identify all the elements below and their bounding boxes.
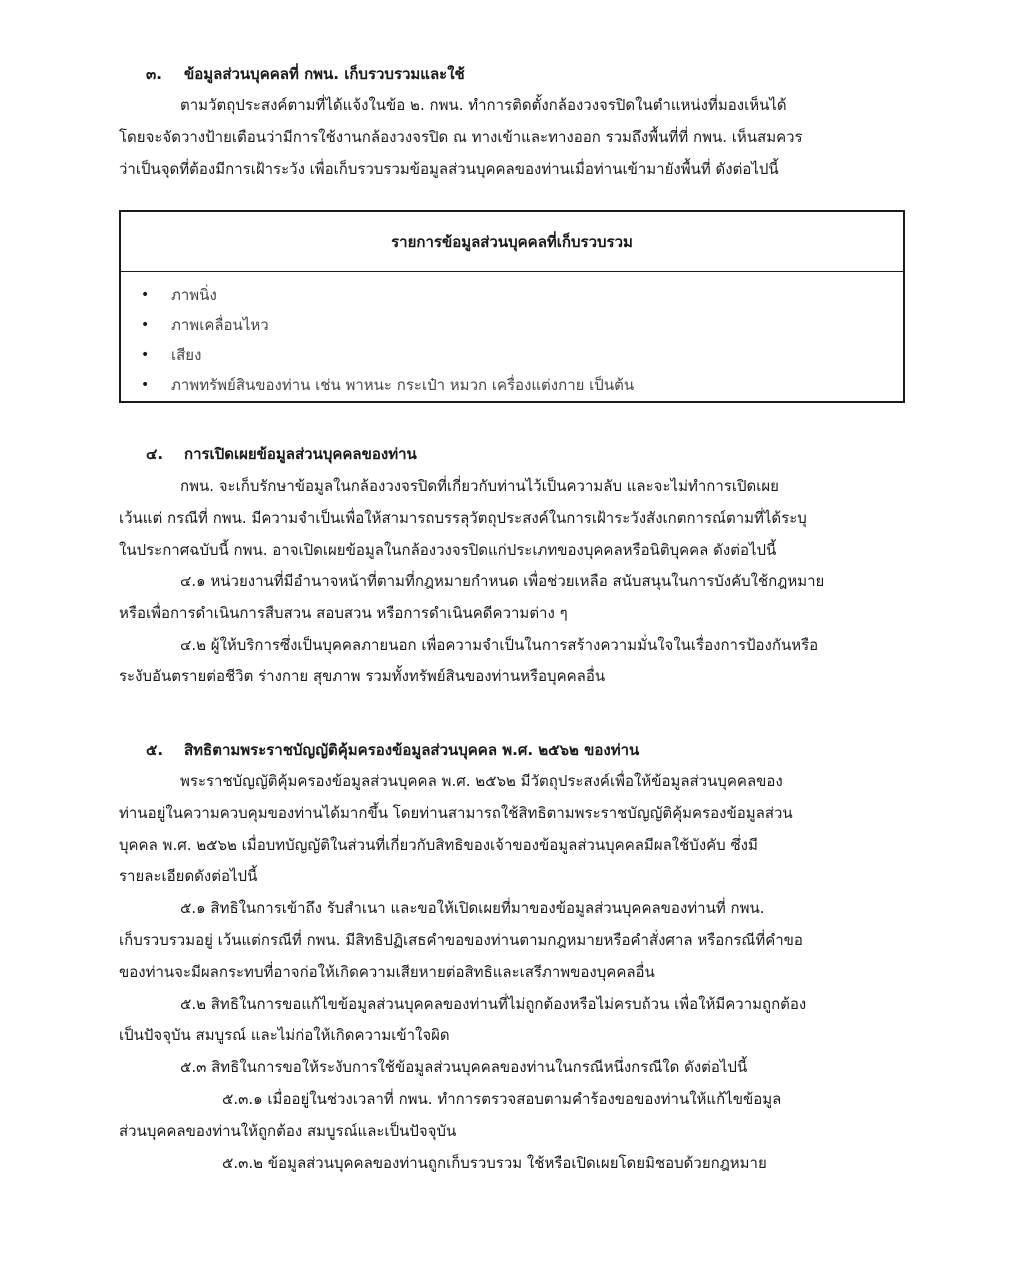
collected-data-table: [119, 210, 905, 403]
collected-data-table-header: รายการข้อมูลส่วนบุคคลที่เก็บรวบรวม: [121, 212, 903, 272]
section-5-item-2-line: เป็นปัจจุบัน สมบูรณ์ และไม่ก่อให้เกิดความเข้าใจผิด: [119, 1026, 450, 1044]
bullet-icon: •: [141, 317, 150, 333]
section-5-number: ๕.: [146, 741, 164, 759]
list-item: [121, 340, 903, 370]
section-5-item-3-line: ๕.๓ สิทธิในการขอให้ระงับการใช้ข้อมูลส่วนบุคคลของท่านในกรณีหนึ่งกรณีใด ดังต่อไปนี้: [180, 1058, 748, 1076]
section-4-paragraph-line: กพน. จะเก็บรักษาข้อมูลในกล้องวงจรปิดที่เกี่ยวกับท่านไว้เป็นความลับ และจะไม่ทำการเปิดเผย: [180, 477, 779, 495]
list-item-label: ภาพทรัพย์สินของท่าน เช่น พาหนะ กระเป๋า หมวก เครื่องแต่งกาย เป็นต้น: [171, 376, 635, 394]
list-item: [121, 310, 903, 340]
collected-data-list: [121, 272, 903, 400]
list-item-label: ภาพนิ่ง: [171, 286, 217, 304]
section-5-heading: [146, 740, 639, 760]
section-5-item-2-line: ๕.๒ สิทธิในการขอแก้ไขข้อมูลส่วนบุคคลของท่านที่ไม่ถูกต้องหรือไม่ครบถ้วน เพื่อให้มีความถูกต้อง: [180, 995, 807, 1013]
section-5-item-1-line: ๕.๑ สิทธิในการเข้าถึง รับสำเนา และขอให้เปิดเผยที่มาของข้อมูลส่วนบุคคลของท่านที่ กพน.: [180, 899, 765, 917]
section-5-paragraph-line: ท่านอยู่ในความควบคุมของท่านได้มากขึ้น โดยท่านสามารถใช้สิทธิตามพระราชบัญญัติคุ้มครองข้อมูลส่วน: [119, 804, 793, 822]
section-4-heading: [146, 444, 417, 464]
section-3-title: ข้อมูลส่วนบุคคลที่ กพน. เก็บรวบรวมและใช้: [184, 65, 465, 83]
list-item: [121, 370, 903, 400]
section-3-paragraph-line: ตามวัตถุประสงค์ตามที่ได้แจ้งในข้อ ๒. กพน. ทำการติดตั้งกล้องวงจรปิดในตำแหน่งที่มองเห็นได้: [180, 96, 787, 114]
section-4-paragraph-line: เว้นแต่ กรณีที่ กพน. มีความจำเป็นเพื่อให้สามารถบรรลุวัตถุประสงค์ในการเฝ้าระวังสังเกตการณ์ตามที่ได้ระบุ: [119, 509, 807, 527]
list-item: [121, 280, 903, 310]
section-5-item-1-line: เก็บรวบรวมอยู่ เว้นแต่กรณีที่ กพน. มีสิทธิปฏิเสธคำขอของท่านตามกฎหมายหรือคำสั่งศาล หรือกรณีที่คำขอ: [119, 931, 803, 949]
section-4-title: การเปิดเผยข้อมูลส่วนบุคคลของท่าน: [184, 445, 417, 463]
section-3-paragraph-line: โดยจะจัดวางป้ายเตือนว่ามีการใช้งานกล้องวงจรปิด ณ ทางเข้าและทางออก รวมถึงพื้นที่ที่ กพน. เห็นสมควร: [119, 128, 803, 146]
section-5-paragraph-line: พระราชบัญญัติคุ้มครองข้อมูลส่วนบุคคล พ.ศ. ๒๕๖๒ มีวัตถุประสงค์เพื่อให้ข้อมูลส่วนบุคคลของ: [180, 772, 783, 790]
bullet-icon: •: [141, 287, 150, 303]
section-5-item-3-1-line: ส่วนบุคคลของท่านให้ถูกต้อง สมบูรณ์และเป็นปัจจุบัน: [119, 1122, 457, 1140]
section-4-item-2-line: ๔.๒ ผู้ให้บริการซึ่งเป็นบุคคลภายนอก เพื่อความจำเป็นในการสร้างความมั่นใจในเรื่องการป้องกันหรือ: [180, 636, 819, 654]
section-5-paragraph-line: บุคคล พ.ศ. ๒๕๖๒ เมื่อบทบัญญัติในส่วนที่เกี่ยวกับสิทธิของเจ้าของข้อมูลส่วนบุคคลมีผลใช้บังคับ ซึ่งมี: [119, 836, 758, 854]
section-5-item-3-2-line: ๕.๓.๒ ข้อมูลส่วนบุคคลของท่านถูกเก็บรวบรวม ใช้หรือเปิดเผยโดยมิชอบด้วยกฎหมาย: [222, 1154, 767, 1172]
section-4-item-1-line: ๔.๑ หน่วยงานที่มีอำนาจหน้าที่ตามที่กฎหมายกำหนด เพื่อช่วยเหลือ สนับสนุนในการบังคับใช้กฎหมาย: [180, 572, 825, 590]
section-4-item-1-line: หรือเพื่อการดำเนินการสืบสวน สอบสวน หรือการดำเนินคดีความต่าง ๆ: [119, 604, 568, 622]
section-3-number: ๓.: [146, 65, 162, 83]
list-item-label: เสียง: [171, 346, 202, 364]
section-3-heading: [146, 64, 465, 84]
list-item-label: ภาพเคลื่อนไหว: [171, 316, 269, 334]
section-5-item-3-1-line: ๕.๓.๑ เมื่ออยู่ในช่วงเวลาที่ กพน. ทำการตรวจสอบตามคำร้องขอของท่านให้แก้ไขข้อมูล: [222, 1090, 782, 1108]
section-4-number: ๔.: [146, 445, 164, 463]
section-5-item-1-line: ของท่านจะมีผลกระทบที่อาจก่อให้เกิดความเสียหายต่อสิทธิและเสรีภาพของบุคคลอื่น: [119, 963, 655, 981]
section-5-paragraph-line: รายละเอียดดังต่อไปนี้: [119, 867, 258, 885]
section-3-paragraph-line: ว่าเป็นจุดที่ต้องมีการเฝ้าระวัง เพื่อเก็บรวบรวมข้อมูลส่วนบุคคลของท่านเมื่อท่านเข้ามายังพื้นที่ ดังต่อไปนี้: [119, 160, 779, 178]
section-4-item-2-line: ระงับอันตรายต่อชีวิต ร่างกาย สุขภาพ รวมทั้งทรัพย์สินของท่านหรือบุคคลอื่น: [119, 667, 606, 685]
bullet-icon: •: [141, 377, 150, 393]
section-5-title: สิทธิตามพระราชบัญญัติคุ้มครองข้อมูลส่วนบุคคล พ.ศ. ๒๕๖๒ ของท่าน: [184, 741, 640, 759]
section-4-paragraph-line: ในประกาศฉบับนี้ กพน. อาจเปิดเผยข้อมูลในกล้องวงจรปิดแก่ประเภทของบุคคลหรือนิติบุคคล ดังต่อไปนี้: [119, 541, 777, 559]
bullet-icon: •: [141, 347, 150, 363]
